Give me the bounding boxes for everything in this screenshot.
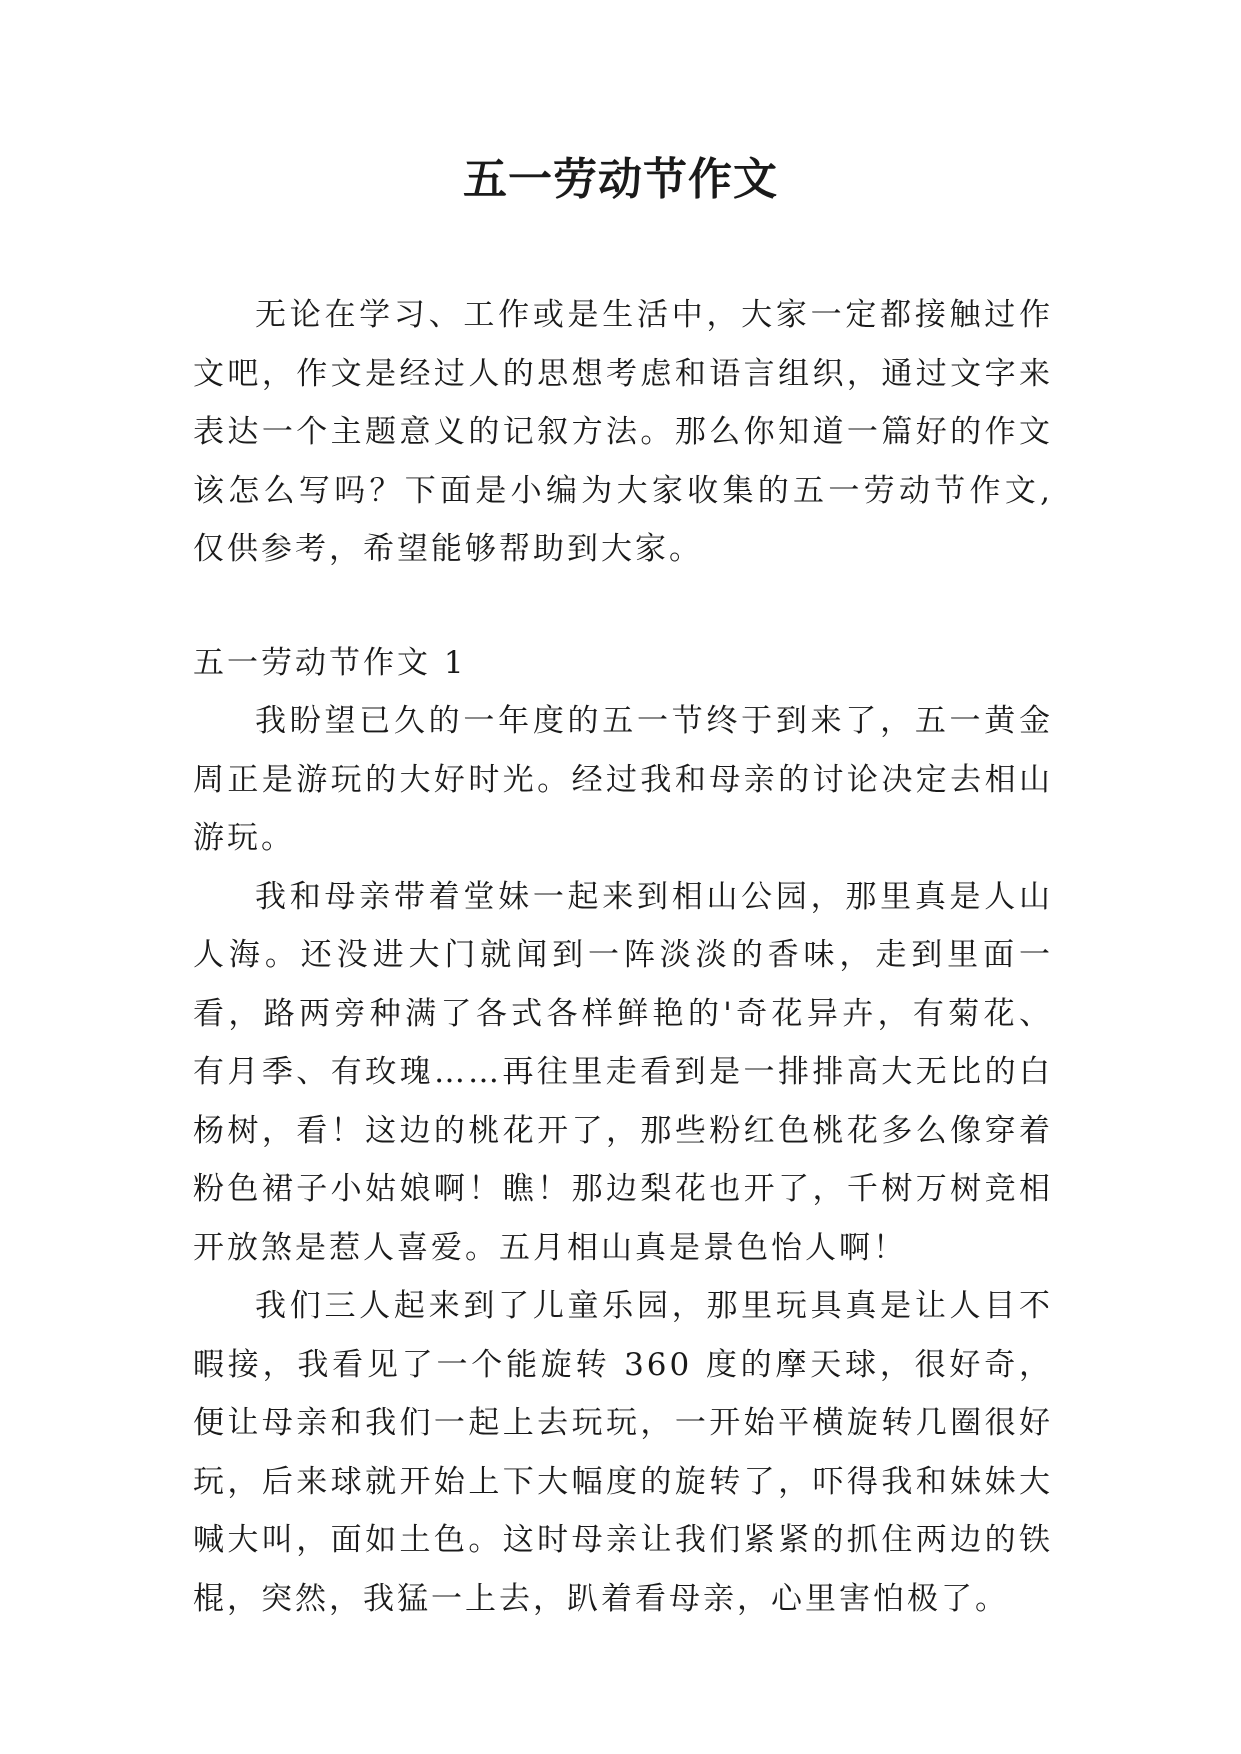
intro-block xyxy=(193,286,1053,579)
section-heading: 五一劳动节作文 1 xyxy=(193,645,467,681)
body-paragraph-2: 我和母亲带着堂妹一起来到相山公园，那里真是人山人海。还没进大门就闻到一阵淡淡的香味，走到里面一看，路两旁种满了各式各样鲜艳的'奇花异卉，有菊花、有月季、有玫瑰……再往里走看到是一排排高大无比的白杨树，看！这边的桃花开了，那些粉红色桃花多么像穿着粉色裙子小姑娘啊！瞧！那边梨花也开了，千树万树竞相开放煞是惹人喜爱。五月相山真是景色怡人啊！ xyxy=(193,878,1053,1266)
section-body xyxy=(193,692,1053,1628)
body-paragraph-1: 我盼望已久的一年度的五一节终于到来了，五一黄金周正是游玩的大好时光。经过我和母亲的讨论决定去相山游玩。 xyxy=(193,703,1053,856)
intro-paragraph: 无论在学习、工作或是生活中，大家一定都接触过作文吧，作文是经过人的思想考虑和语言组织，通过文字来表达一个主题意义的记叙方法。那么你知道一篇好的作文该怎么写吗？下面是小编为大家收集的五一劳动节作文,仅供参考，希望能够帮助到大家。 xyxy=(193,297,1053,567)
body-paragraph-3: 我们三人起来到了儿童乐园，那里玩具真是让人目不暇接，我看见了一个能旋转 360 度的摩天球，很好奇，便让母亲和我们一起上去玩玩，一开始平横旋转几圈很好玩，后来球就开始上下大幅度的旋转了，吓得我和妹妹大喊大叫，面如土色。这时母亲让我们紧紧的抓住两边的铁棍，突然，我猛一上去，趴着看母亲，心里害怕极了。 xyxy=(193,1288,1053,1617)
document-title: 五一劳动节作文 xyxy=(463,154,778,205)
